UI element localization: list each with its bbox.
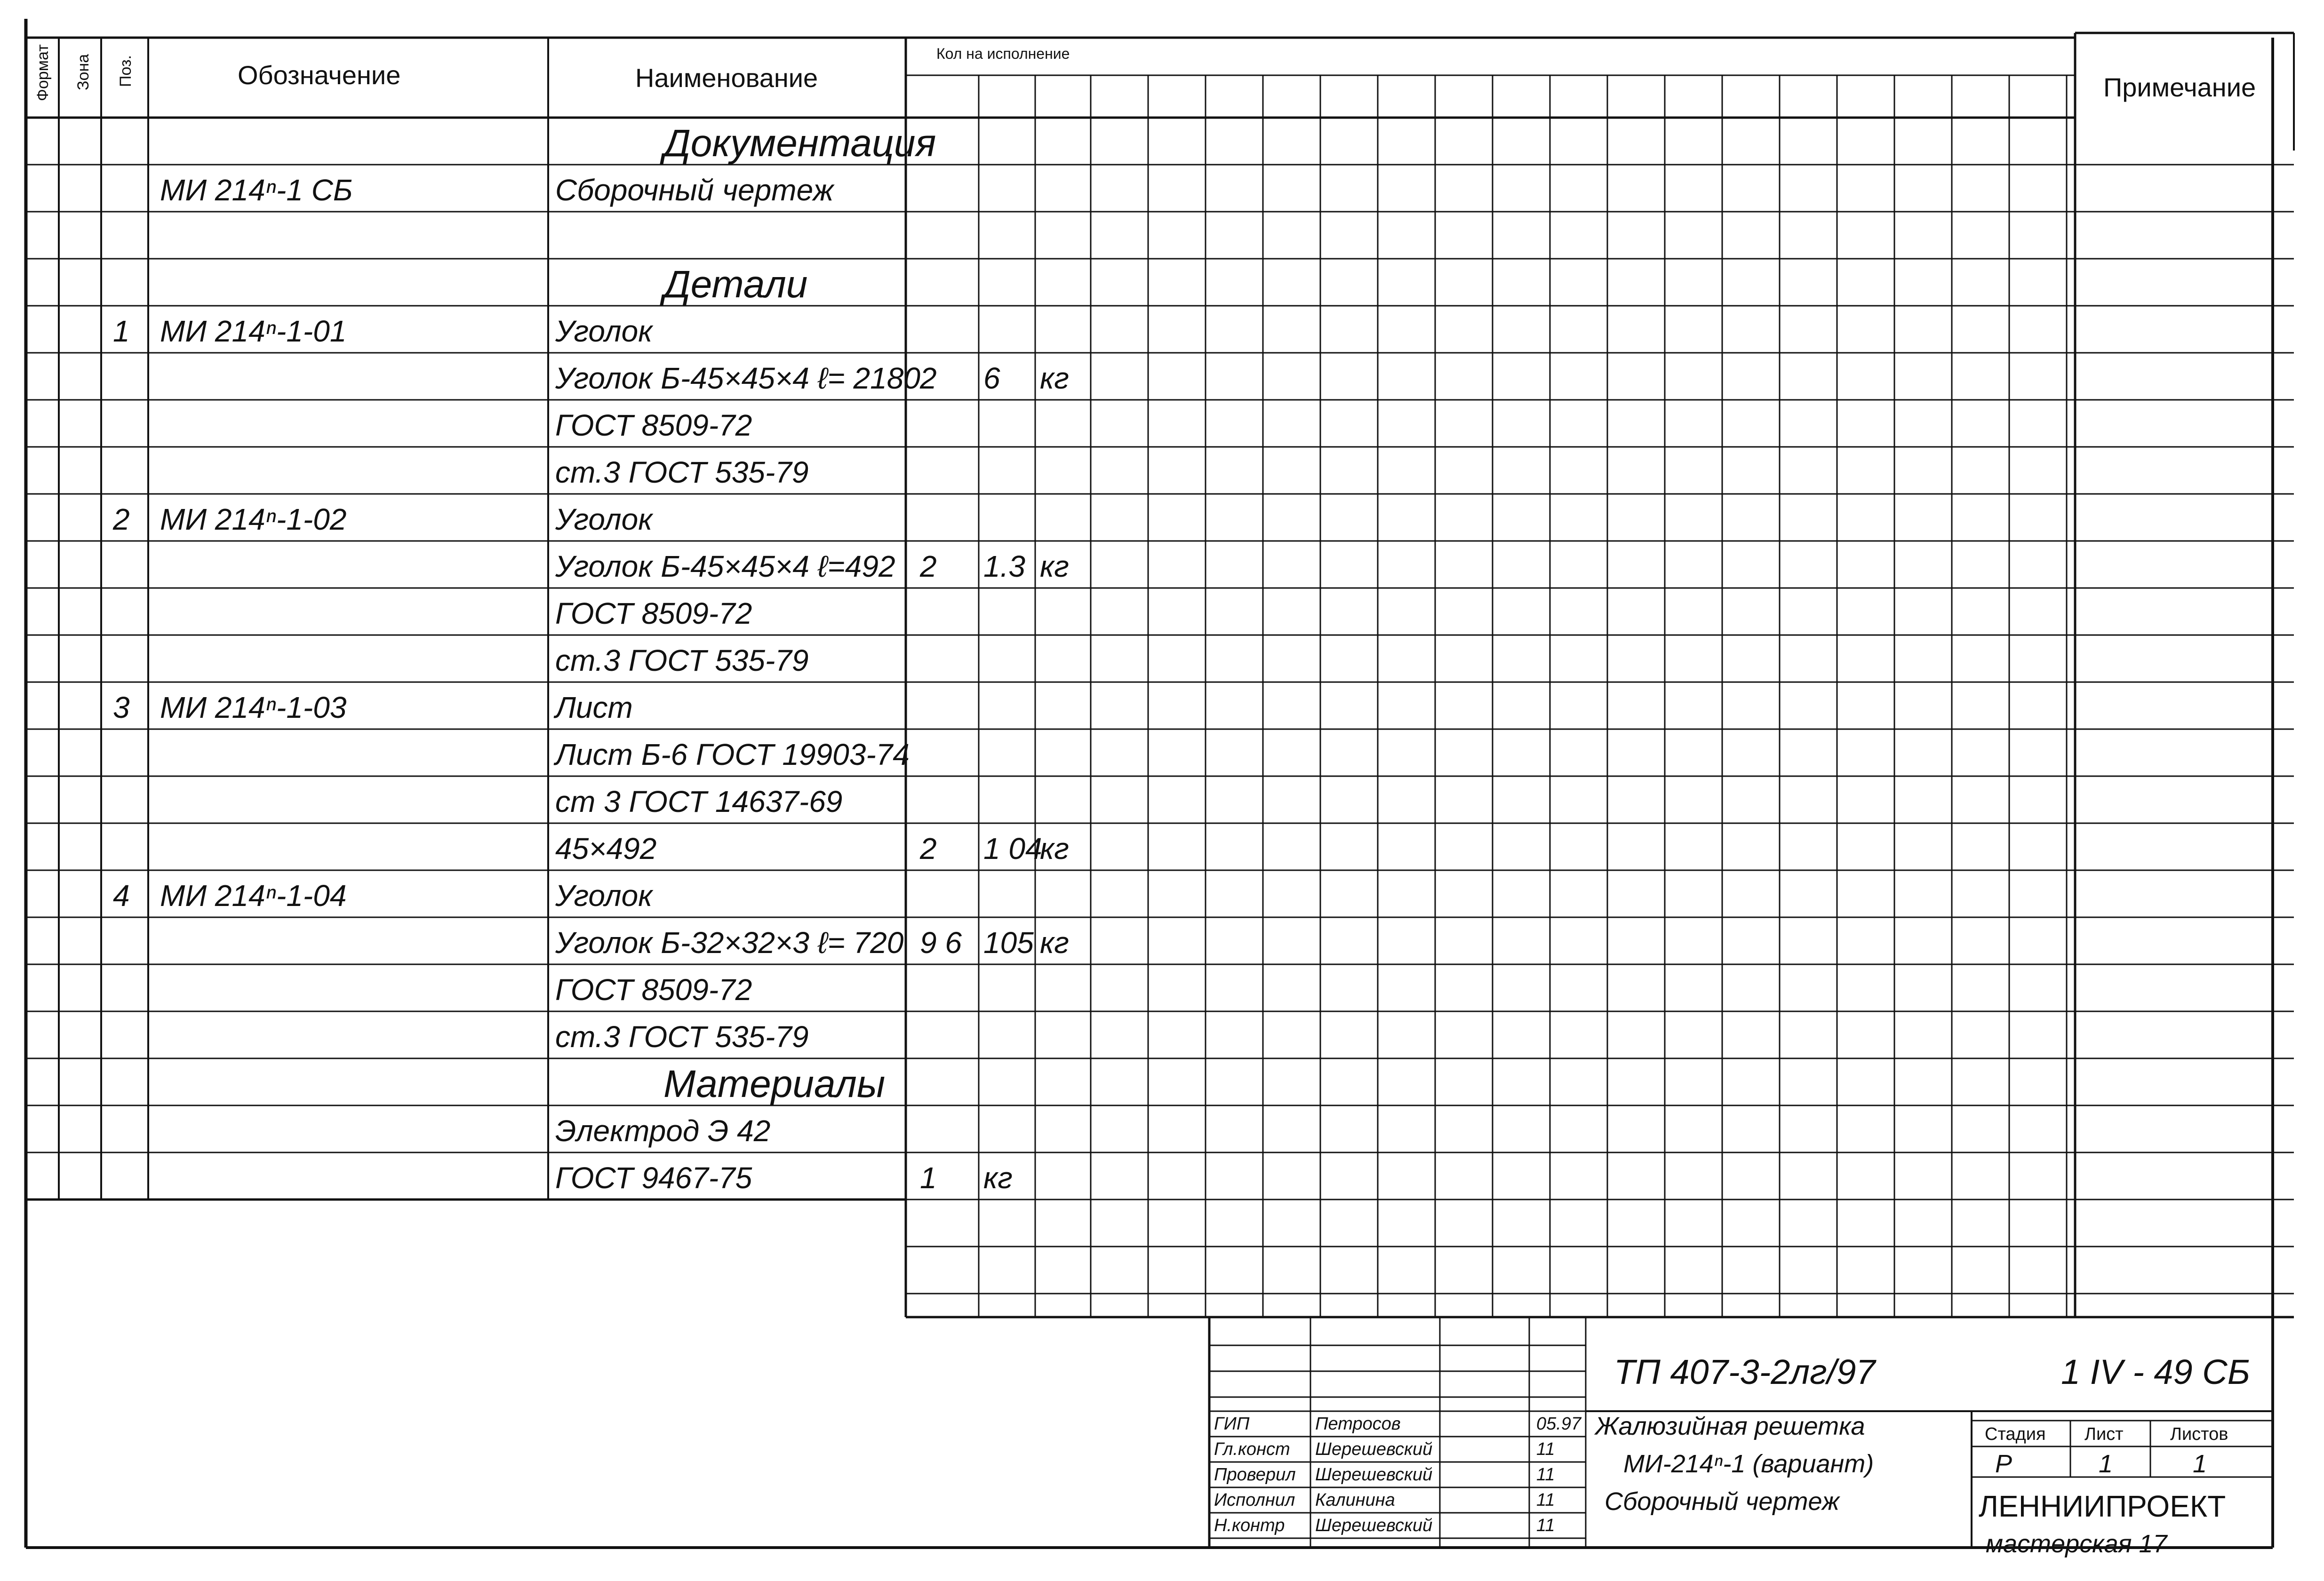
person-name: Шерешевский [1315, 1439, 1433, 1459]
name-cell: Уголок [555, 502, 653, 536]
name-cell: Уголок Б-45×45×4 ℓ= 2180 [555, 361, 920, 395]
designation-cell: МИ 214ⁿ-1-02 [160, 502, 347, 536]
name-cell: Уголок Б-32×32×3 ℓ= 720 [555, 926, 904, 960]
header-qty-group: Кол на исполнение [936, 45, 1070, 62]
header-zone: Зона [74, 54, 92, 90]
sign-date: 11 [1536, 1465, 1555, 1485]
org-name: ЛЕННИИПРОЕКТ [1979, 1489, 2226, 1523]
object-title-1: Жалюзийная решетка [1595, 1412, 1865, 1440]
sheets-value: 1 [2193, 1450, 2207, 1478]
role-label: Н.контр [1214, 1516, 1285, 1535]
header-format: Формат [34, 44, 52, 101]
person-name: Калинина [1315, 1490, 1395, 1510]
role-label: Исполнил [1214, 1490, 1295, 1510]
name-cell: ст.3 ГОСТ 535-79 [555, 455, 809, 489]
stage-value: Р [1995, 1450, 2013, 1478]
sheet-label: Лист [2084, 1424, 2124, 1444]
position-number: 3 [113, 691, 130, 724]
qty-cell-2: 105 [983, 926, 1034, 960]
name-cell: Уголок [555, 879, 653, 913]
qty-cell-1: 2 [920, 361, 937, 395]
position-number: 2 [113, 502, 130, 536]
sign-date: 11 [1536, 1439, 1555, 1459]
designation-cell: МИ 214ⁿ-1 СБ [160, 173, 353, 207]
section-heading: Документация [663, 122, 936, 165]
name-cell: ГОСТ 9467-75 [555, 1161, 752, 1195]
name-cell: ст.3 ГОСТ 535-79 [555, 644, 809, 677]
doc-code: ТП 407-3-2лг/97 [1614, 1352, 1876, 1391]
qty-cell-2: 1 04 [983, 832, 1042, 866]
designation-cell: МИ 214ⁿ-1-04 [160, 879, 347, 913]
role-label: ГИП [1214, 1414, 1250, 1434]
position-number: 4 [113, 879, 130, 913]
qty-cell-1: 2 [920, 549, 937, 583]
role-label: Гл.конст [1214, 1439, 1290, 1459]
name-cell: Сборочный чертеж [555, 173, 834, 207]
header-designation: Обозначение [238, 60, 401, 90]
name-cell: Лист [555, 691, 633, 724]
sheets-label: Листов [2170, 1424, 2228, 1444]
role-label: Проверил [1214, 1465, 1296, 1485]
qty-cell-1: 9 6 [920, 926, 962, 960]
qty-cell-3: кг [1040, 361, 1069, 395]
position-number: 1 [113, 314, 130, 348]
qty-cell-3: кг [1040, 549, 1069, 583]
name-cell: ст 3 ГОСТ 14637-69 [555, 785, 843, 818]
sheet-value: 1 [2099, 1450, 2113, 1478]
name-cell: Уголок Б-45×45×4 ℓ=492 [555, 549, 895, 583]
person-name: Шерешевский [1315, 1465, 1433, 1485]
header-pos: Поз. [117, 55, 135, 87]
section-heading: Материалы [663, 1063, 886, 1105]
name-cell: ГОСТ 8509-72 [555, 596, 752, 630]
sign-date: 11 [1536, 1490, 1555, 1510]
qty-cell-2: кг [983, 1161, 1013, 1195]
designation-cell: МИ 214ⁿ-1-03 [160, 691, 347, 724]
name-cell: Лист Б-6 ГОСТ 19903-74 [555, 738, 910, 771]
name-cell: ГОСТ 8509-72 [555, 973, 752, 1007]
sheet-ref: 1 IV - 49 СБ [2061, 1352, 2250, 1391]
sign-date: 05.97 [1536, 1414, 1581, 1434]
sign-date: 11 [1536, 1516, 1555, 1535]
section-heading: Детали [663, 263, 808, 306]
person-name: Шерешевский [1315, 1516, 1433, 1535]
name-cell: ст.3 ГОСТ 535-79 [555, 1020, 809, 1054]
workshop: мастерская 17 [1986, 1530, 2167, 1558]
qty-cell-2: 1.3 [983, 549, 1025, 583]
qty-cell-1: 2 [920, 832, 937, 866]
qty-cell-2: 6 [983, 361, 1000, 395]
designation-cell: МИ 214ⁿ-1-01 [160, 314, 347, 348]
name-cell: Уголок [555, 314, 653, 348]
name-cell: ГОСТ 8509-72 [555, 408, 752, 442]
stage-label: Стадия [1985, 1424, 2046, 1444]
qty-cell-1: 1 [920, 1161, 937, 1195]
name-cell: Электрод Э 42 [555, 1114, 771, 1148]
person-name: Петросов [1315, 1414, 1401, 1434]
header-note: Примечание [2103, 72, 2256, 102]
object-title-3: Сборочный чертеж [1605, 1487, 1840, 1516]
qty-cell-3: кг [1040, 832, 1069, 866]
qty-cell-3: кг [1040, 926, 1069, 960]
name-cell: 45×492 [555, 832, 657, 866]
header-name: Наименование [635, 63, 818, 93]
object-title-2: МИ-214ⁿ-1 (вариант) [1623, 1450, 1874, 1478]
